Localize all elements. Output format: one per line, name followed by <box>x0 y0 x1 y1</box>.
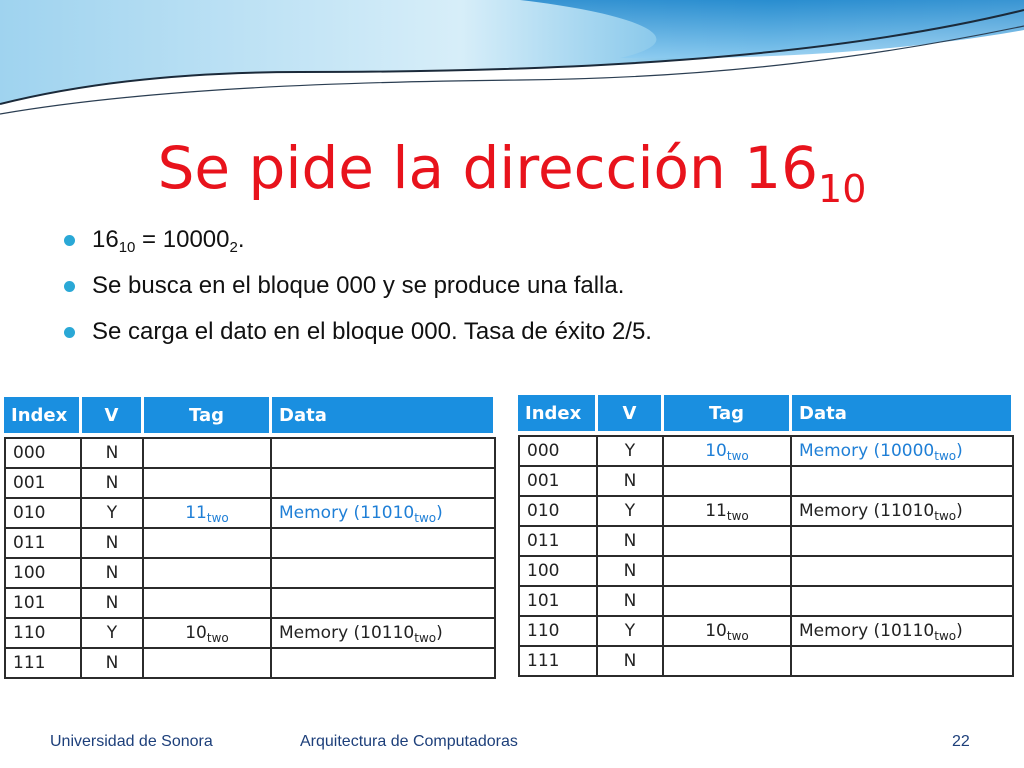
cell-valid: N <box>598 587 664 617</box>
cell-index: 110 <box>4 619 82 649</box>
table-row <box>4 529 496 559</box>
table-row <box>518 647 1014 677</box>
cell-data <box>792 557 1014 587</box>
footer-university: Universidad de Sonora <box>50 733 213 750</box>
cell-tag <box>664 497 792 527</box>
data-value: Memory (11010 <box>279 503 415 523</box>
column-header-data: Data <box>792 395 1014 431</box>
bullet-item-conversion <box>60 226 652 254</box>
data-subscript: two <box>934 509 957 523</box>
cell-index: 101 <box>518 587 598 617</box>
table-row <box>4 469 496 499</box>
cell-index: 010 <box>4 499 82 529</box>
cell-index: 100 <box>4 559 82 589</box>
table-row <box>4 499 496 529</box>
cell-tag <box>144 589 272 619</box>
data-close: ) <box>956 441 963 461</box>
cell-valid: Y <box>598 497 664 527</box>
data-subscript: two <box>934 629 957 643</box>
data-value: Memory (10110 <box>279 623 415 643</box>
cell-tag <box>144 649 272 679</box>
cell-data <box>792 617 1014 647</box>
cell-tag <box>664 467 792 497</box>
table-row <box>518 527 1014 557</box>
cell-index: 000 <box>518 435 598 467</box>
cell-valid: N <box>598 467 664 497</box>
tag-subscript: two <box>726 449 749 463</box>
cell-valid: N <box>598 527 664 557</box>
bullet-dot-icon <box>64 235 75 246</box>
cell-tag <box>144 469 272 499</box>
cell-valid: Y <box>82 619 144 649</box>
table-row <box>4 589 496 619</box>
cell-data <box>272 589 496 619</box>
data-value: Memory (11010 <box>799 501 935 521</box>
cell-index: 010 <box>518 497 598 527</box>
table-row <box>4 619 496 649</box>
data-value: Memory (10110 <box>799 621 935 641</box>
cell-data <box>792 497 1014 527</box>
cell-tag <box>664 527 792 557</box>
cell-data <box>272 437 496 469</box>
cell-tag <box>144 499 272 529</box>
cell-tag <box>144 437 272 469</box>
cell-data <box>272 529 496 559</box>
cell-index: 000 <box>4 437 82 469</box>
footer-course: Arquitectura de Computadoras <box>300 733 518 750</box>
bullet-text: Se busca en el bloque 000 y se produce una falla. <box>92 272 625 299</box>
column-header-tag: Tag <box>144 397 272 433</box>
cell-valid: N <box>82 437 144 469</box>
cell-data <box>792 587 1014 617</box>
cell-index: 001 <box>518 467 598 497</box>
bullet-text: Se carga el dato en el bloque 000. Tasa de éxito 2/5. <box>92 318 652 345</box>
bullet-item-miss <box>60 272 652 300</box>
cell-index: 011 <box>518 527 598 557</box>
cell-valid: Y <box>598 435 664 467</box>
footer-page-number: 22 <box>952 733 970 750</box>
cell-index: 111 <box>4 649 82 679</box>
table-row <box>518 587 1014 617</box>
cell-index: 111 <box>518 647 598 677</box>
tag-value: 10 <box>705 441 727 461</box>
table-row <box>518 435 1014 467</box>
table-row <box>518 467 1014 497</box>
cell-tag <box>664 435 792 467</box>
cell-data <box>272 499 496 529</box>
bullet-base-2: 2 <box>229 239 238 256</box>
cell-data <box>272 619 496 649</box>
data-subscript: two <box>934 449 957 463</box>
cell-data <box>792 647 1014 677</box>
bullet-number: 16 <box>92 226 119 253</box>
data-close: ) <box>436 503 443 523</box>
data-subscript: two <box>414 631 437 645</box>
cell-valid: N <box>598 557 664 587</box>
cell-tag <box>144 529 272 559</box>
cell-valid: N <box>82 649 144 679</box>
table-row <box>4 649 496 679</box>
cell-index: 100 <box>518 557 598 587</box>
cell-tag <box>664 587 792 617</box>
column-header-valid: V <box>598 395 664 431</box>
bullet-base-10: 10 <box>118 239 136 256</box>
tag-value: 11 <box>185 503 207 523</box>
cell-valid: N <box>82 529 144 559</box>
table-row <box>4 437 496 469</box>
cell-tag <box>144 559 272 589</box>
cell-index: 011 <box>4 529 82 559</box>
table-row <box>518 617 1014 647</box>
edge-mask <box>1016 385 1024 685</box>
data-close: ) <box>956 501 963 521</box>
table-row <box>4 559 496 589</box>
title-text: Se pide la dirección 16 <box>157 134 819 202</box>
cell-index: 101 <box>4 589 82 619</box>
cell-valid: Y <box>82 499 144 529</box>
data-value: Memory (10000 <box>799 441 935 461</box>
cell-data <box>792 527 1014 557</box>
bullet-list <box>60 226 652 364</box>
cell-data <box>272 559 496 589</box>
cell-valid: N <box>82 589 144 619</box>
bullet-period: . <box>237 226 245 253</box>
bullet-dot-icon <box>64 327 75 338</box>
bullet-binary: = 10000 <box>135 226 230 253</box>
column-header-tag: Tag <box>664 395 792 431</box>
cell-valid: N <box>82 559 144 589</box>
cell-valid: N <box>82 469 144 499</box>
cell-tag <box>144 619 272 649</box>
cell-data <box>272 649 496 679</box>
cell-index: 110 <box>518 617 598 647</box>
table-row <box>518 557 1014 587</box>
cell-tag <box>664 617 792 647</box>
cache-table-before <box>4 397 496 679</box>
column-header-data: Data <box>272 397 496 433</box>
tag-subscript: two <box>726 629 749 643</box>
header-swoosh-decoration <box>0 0 1024 120</box>
cell-tag <box>664 557 792 587</box>
table-row <box>518 497 1014 527</box>
column-header-valid: V <box>82 397 144 433</box>
cell-data <box>272 469 496 499</box>
title-subscript: 10 <box>818 167 867 211</box>
cell-valid: N <box>598 647 664 677</box>
column-header-index: Index <box>518 395 598 431</box>
tag-subscript: two <box>206 511 229 525</box>
cell-tag <box>664 647 792 677</box>
cell-data <box>792 435 1014 467</box>
tag-value: 10 <box>705 621 727 641</box>
tag-subscript: two <box>726 509 749 523</box>
data-close: ) <box>956 621 963 641</box>
tag-subscript: two <box>206 631 229 645</box>
bullet-item-load <box>60 318 652 346</box>
cell-valid: Y <box>598 617 664 647</box>
tag-value: 10 <box>185 623 207 643</box>
column-header-index: Index <box>4 397 82 433</box>
slide-title <box>0 128 1024 229</box>
bullet-dot-icon <box>64 281 75 292</box>
data-close: ) <box>436 623 443 643</box>
tag-value: 11 <box>705 501 727 521</box>
cell-index: 001 <box>4 469 82 499</box>
cache-table-after <box>518 395 1014 677</box>
cell-data <box>792 467 1014 497</box>
data-subscript: two <box>414 511 437 525</box>
